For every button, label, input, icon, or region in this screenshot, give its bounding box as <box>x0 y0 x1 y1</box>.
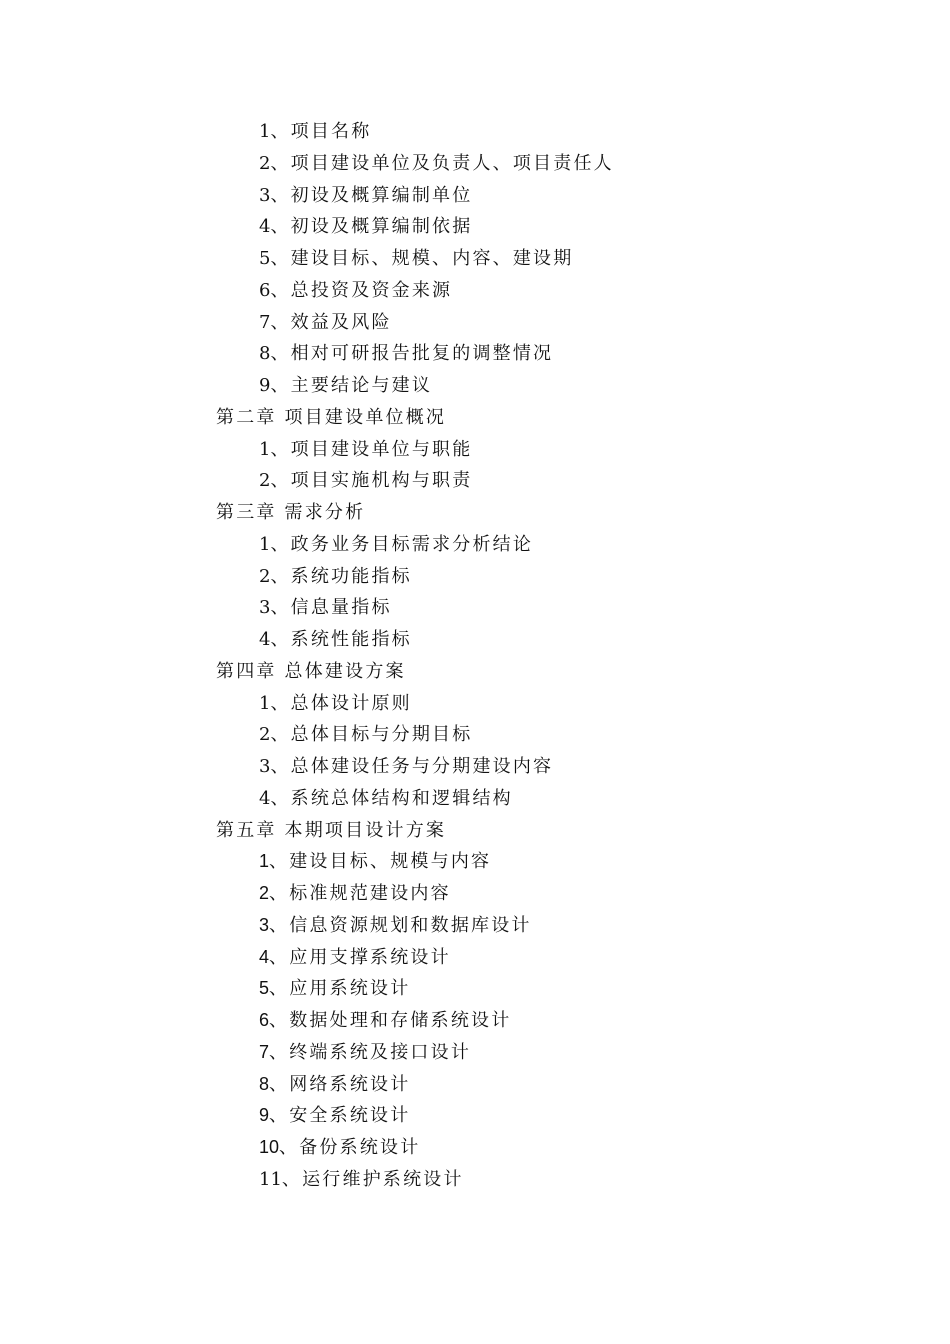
toc-entry <box>0 1037 950 1069</box>
toc-entry-title: 系统功能指标 <box>290 565 412 587</box>
toc-entry <box>0 211 950 243</box>
toc-entry <box>0 1005 950 1037</box>
toc-entry <box>0 942 950 974</box>
toc-entry-separator: 、 <box>270 533 291 555</box>
toc-entry-separator: 、 <box>269 1105 290 1127</box>
toc-entry-number: 5 <box>259 248 271 269</box>
toc-entry-number: 8 <box>259 343 271 365</box>
toc-entry-title: 项目实施机构与职责 <box>290 470 473 492</box>
toc-entry-number: 6 <box>259 1010 270 1030</box>
toc-entry-title: 信息资源规划和数据库设计 <box>289 914 532 936</box>
chapter-heading <box>0 815 950 847</box>
toc-entry-separator: 、 <box>270 565 291 587</box>
toc-entry-separator: 、 <box>281 1168 303 1190</box>
toc-entry-title: 主要结论与建议 <box>290 375 433 396</box>
toc-entry-separator: 、 <box>270 724 291 746</box>
toc-entry <box>0 180 950 212</box>
toc-entry <box>0 275 950 307</box>
table-of-contents <box>0 116 950 1196</box>
toc-entry-title: 总投资及资金来源 <box>290 279 453 301</box>
chapter-title: 第五章 本期项目设计方案 <box>216 819 447 841</box>
toc-entry <box>0 592 950 624</box>
toc-entry-title: 政务业务目标需求分析结论 <box>290 533 534 555</box>
toc-entry <box>0 1132 950 1164</box>
toc-entry-title: 系统总体结构和逻辑结构 <box>290 787 513 809</box>
toc-entry-separator: 、 <box>270 279 291 301</box>
toc-entry-title: 建设目标、规模、内容、建设期 <box>290 248 574 269</box>
toc-entry-title: 信息量指标 <box>290 597 392 619</box>
toc-entry-separator: 、 <box>270 311 291 333</box>
toc-entry-number: 1 <box>259 438 271 460</box>
toc-entry <box>0 910 950 942</box>
toc-entry <box>0 243 950 275</box>
toc-entry <box>0 529 950 561</box>
toc-entry-separator: 、 <box>269 883 290 904</box>
toc-entry-title: 应用系统设计 <box>289 978 411 1000</box>
toc-entry-number: 4 <box>259 946 270 967</box>
toc-entry <box>0 434 950 466</box>
toc-entry-title: 总体目标与分期目标 <box>290 724 473 746</box>
toc-entry <box>0 465 950 497</box>
toc-entry-number: 2 <box>259 565 271 587</box>
toc-entry-separator: 、 <box>269 1073 290 1095</box>
toc-entry-title: 总体设计原则 <box>290 692 412 714</box>
toc-entry-number: 3 <box>259 597 271 619</box>
toc-entry-number: 4 <box>259 787 271 809</box>
toc-entry-number: 3 <box>259 914 270 935</box>
toc-entry-number: 1 <box>259 121 271 142</box>
toc-entry-separator: 、 <box>269 914 290 936</box>
toc-entry-title: 应用支撑系统设计 <box>289 946 451 968</box>
toc-entry-title: 项目名称 <box>290 121 372 142</box>
toc-entry-separator: 、 <box>270 343 291 365</box>
toc-entry-number: 7 <box>259 311 271 333</box>
toc-entry-number: 2 <box>259 152 271 174</box>
toc-entry-separator: 、 <box>269 1041 290 1063</box>
chapter-heading <box>0 656 950 688</box>
toc-entry <box>0 561 950 593</box>
toc-entry <box>0 148 950 180</box>
toc-entry <box>0 624 950 656</box>
toc-entry-title: 总体建设任务与分期建设内容 <box>290 756 554 777</box>
chapter-title: 第三章 需求分析 <box>216 502 366 523</box>
toc-entry-separator: 、 <box>269 1010 290 1031</box>
toc-entry-number: 3 <box>259 756 271 777</box>
toc-entry-separator: 、 <box>269 851 290 873</box>
toc-entry-number: 8 <box>259 1073 270 1094</box>
toc-entry <box>0 783 950 815</box>
toc-entry-title: 初设及概算编制单位 <box>290 184 473 206</box>
toc-entry-separator: 、 <box>270 692 291 714</box>
toc-entry-separator: 、 <box>270 756 291 777</box>
toc-entry-title: 效益及风险 <box>290 311 392 333</box>
toc-entry-number: 7 <box>259 1041 270 1062</box>
toc-entry-title: 网络系统设计 <box>289 1073 411 1095</box>
toc-entry-number: 2 <box>259 883 270 903</box>
toc-entry-separator: 、 <box>270 248 291 269</box>
toc-entry-number: 2 <box>259 724 271 746</box>
toc-entry <box>0 719 950 751</box>
toc-entry-number: 4 <box>259 629 271 650</box>
toc-entry-number: 6 <box>259 279 271 301</box>
toc-entry-separator: 、 <box>270 375 291 396</box>
chapter-heading <box>0 497 950 529</box>
toc-entry-separator: 、 <box>270 152 291 174</box>
toc-entry-separator: 、 <box>269 978 290 1000</box>
toc-entry-number: 1 <box>259 692 271 714</box>
chapter-heading <box>0 402 950 434</box>
toc-entry <box>0 751 950 783</box>
toc-entry-title: 终端系统及接口设计 <box>289 1041 472 1063</box>
toc-entry-number: 9 <box>259 375 271 396</box>
toc-entry-title: 相对可研报告批复的调整情况 <box>290 343 554 365</box>
toc-entry <box>0 688 950 720</box>
toc-entry-title: 标准规范建设内容 <box>289 883 451 904</box>
toc-entry-separator: 、 <box>270 629 291 650</box>
toc-entry <box>0 338 950 370</box>
toc-entry-title: 运行维护系统设计 <box>302 1168 464 1190</box>
toc-entry-separator: 、 <box>270 597 291 619</box>
toc-entry-title: 系统性能指标 <box>290 629 412 650</box>
toc-entry-separator: 、 <box>270 216 291 238</box>
toc-entry-number: 11 <box>259 1168 282 1190</box>
toc-entry-number: 10 <box>259 1137 280 1157</box>
toc-entry-title: 数据处理和存储系统设计 <box>289 1010 512 1031</box>
toc-entry-separator: 、 <box>270 438 291 460</box>
toc-entry <box>0 1164 950 1196</box>
toc-entry-title: 初设及概算编制依据 <box>290 216 473 238</box>
toc-entry-title: 备份系统设计 <box>299 1137 421 1158</box>
toc-entry <box>0 973 950 1005</box>
chapter-title: 第四章 总体建设方案 <box>216 660 406 682</box>
toc-entry-number: 1 <box>259 851 270 872</box>
toc-entry-title: 安全系统设计 <box>289 1105 411 1127</box>
toc-entry <box>0 878 950 910</box>
toc-entry-separator: 、 <box>269 946 290 968</box>
toc-entry-number: 2 <box>259 470 271 492</box>
toc-entry-separator: 、 <box>270 470 291 492</box>
toc-entry-title: 项目建设单位与职能 <box>290 438 473 460</box>
toc-entry <box>0 307 950 339</box>
toc-entry <box>0 846 950 878</box>
toc-entry-separator: 、 <box>270 787 291 809</box>
toc-entry-number: 9 <box>259 1105 270 1126</box>
toc-entry <box>0 1100 950 1132</box>
toc-entry-separator: 、 <box>270 184 291 206</box>
toc-entry <box>0 1069 950 1101</box>
toc-entry-number: 5 <box>259 978 270 999</box>
toc-entry-number: 3 <box>259 184 271 206</box>
toc-entry-title: 建设目标、规模与内容 <box>289 851 492 873</box>
toc-entry-title: 项目建设单位及负责人、项目责任人 <box>290 152 614 174</box>
toc-entry-number: 4 <box>259 216 271 238</box>
toc-entry-number: 1 <box>259 533 271 555</box>
toc-entry-separator: 、 <box>270 121 291 142</box>
toc-entry <box>0 116 950 148</box>
toc-entry <box>0 370 950 402</box>
chapter-title: 第二章 项目建设单位概况 <box>216 406 447 428</box>
toc-entry-separator: 、 <box>279 1137 300 1158</box>
